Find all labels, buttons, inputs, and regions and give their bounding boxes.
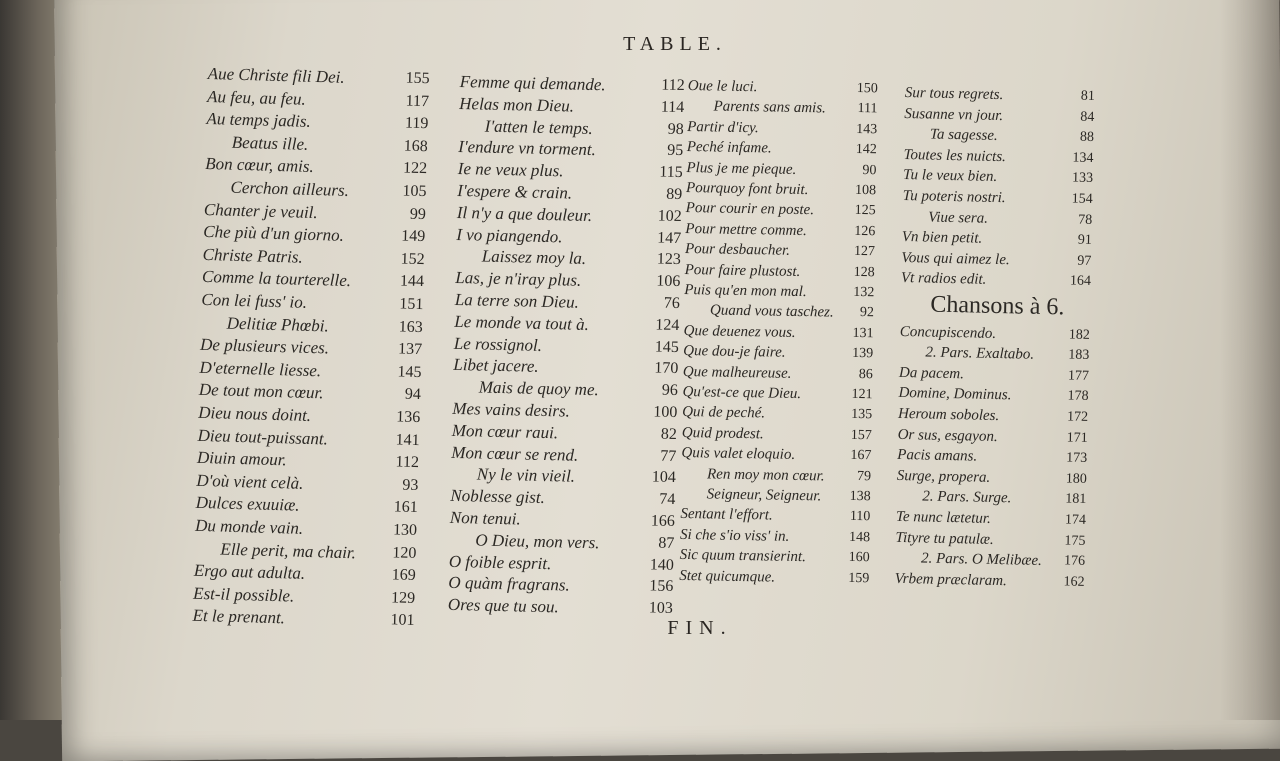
entry-page-number: 81	[1080, 88, 1095, 104]
entry-page-number: 94	[404, 386, 422, 404]
entry-title: Da pacem.	[898, 364, 965, 383]
entry-title: Domine, Dominus.	[898, 385, 1012, 404]
entry-page-number: 145	[397, 363, 422, 381]
entry-page-number: 99	[409, 205, 427, 223]
entry-title: Qui de peché.	[682, 404, 766, 422]
index-column-2	[447, 72, 685, 618]
entry-page-number: 135	[851, 407, 873, 423]
entry-page-number: 78	[1078, 212, 1093, 228]
entry-page-number: 142	[855, 142, 877, 158]
entry-title: Dieu tout-puissant.	[197, 425, 329, 449]
entry-title: Seigneur, Seigneur.	[706, 486, 822, 505]
entry-title: Tu poteris nostri.	[902, 187, 1006, 207]
entry-title: Quis valet eloquio.	[681, 445, 796, 464]
entry-page-number: 130	[392, 521, 418, 540]
entry-page-number: 104	[651, 468, 677, 487]
entry-title: Qu'est-ce que Dieu.	[682, 383, 802, 403]
entry-title: Bon cœur, amis.	[204, 154, 315, 177]
section-heading-text: Chansons à 6.	[930, 291, 1065, 321]
entry-title: Pour desbaucher.	[684, 241, 791, 259]
entry-title: Et le prenant.	[192, 606, 286, 628]
entry-title: Parents sans amis.	[713, 98, 826, 117]
section-heading	[900, 291, 1090, 325]
entry-title: 2. Pars. Surge.	[922, 488, 1012, 507]
entry-page-number: 112	[661, 76, 685, 95]
entry-page-number: 170	[654, 359, 679, 378]
entry-page-number: 120	[392, 543, 417, 562]
entry-page-number: 138	[849, 488, 871, 505]
entry-page-number: 114	[660, 98, 685, 116]
entry-title: Mes vains desirs.	[452, 398, 571, 421]
entry-page-number: 166	[650, 512, 676, 530]
entry-title: Dulces exuuiæ.	[195, 493, 300, 516]
entry-page-number: 139	[852, 346, 874, 362]
entry-title: Sur tous regrets.	[904, 85, 1004, 104]
entry-page-number: 167	[850, 448, 872, 464]
entry-page-number: 128	[853, 264, 875, 280]
entry-page-number: 117	[405, 92, 430, 110]
entry-page-number: 82	[660, 425, 678, 443]
entry-page-number: 79	[856, 468, 872, 484]
entry-page-number: 161	[393, 498, 418, 517]
entry-page-number: 174	[1064, 512, 1087, 528]
entry-page-number: 141	[395, 430, 420, 449]
entry-page-number: 132	[853, 284, 875, 301]
entry-page-number: 134	[1072, 150, 1094, 166]
entry-title: Vous qui aimez le.	[901, 249, 1010, 269]
entry-page-number: 178	[1067, 388, 1089, 405]
entry-title: De plusieurs vices.	[199, 335, 330, 358]
entry-title: Sentant l'effort.	[680, 506, 773, 524]
entry-title: Che più d'un giorno.	[203, 222, 345, 246]
entry-title: I'espere & crain.	[457, 180, 573, 203]
entry-title: Non tenui.	[449, 507, 521, 529]
entry-page-number: 168	[403, 137, 429, 155]
entry-title: Que deuenez vous.	[683, 322, 796, 341]
entry-page-number: 100	[653, 403, 678, 422]
entry-title: Dieu nous doint.	[198, 402, 312, 426]
entry-title: Ergo aut adulta.	[193, 560, 306, 584]
entry-page-number: 125	[854, 203, 876, 219]
entry-title: Puis qu'en mon mal.	[684, 281, 807, 301]
entry-title: Toutes les nuicts.	[903, 146, 1007, 165]
entry-title: D'eternelle liesse.	[199, 357, 322, 381]
entry-title: De tout mon cœur.	[198, 380, 324, 403]
entry-page-number: 155	[405, 69, 430, 88]
entry-title: I vo piangendo.	[456, 224, 563, 246]
entry-page-number: 175	[1064, 533, 1086, 549]
entry-title: Que dou-je faire.	[683, 343, 786, 361]
entry-title: Concupiscendo.	[899, 323, 997, 342]
entry-page-number: 126	[854, 223, 876, 240]
entry-title: Le rossignol.	[453, 333, 543, 355]
entry-title: Ores que tu sou.	[447, 595, 559, 617]
entry-title: Mon cœur se rend.	[451, 442, 579, 465]
entry-title: Con lei fuss' io.	[201, 289, 308, 312]
entry-page-number: 101	[390, 611, 415, 630]
entry-page-number: 76	[663, 294, 680, 313]
entry-title: Comme la tourterelle.	[201, 267, 352, 291]
entry-page-number: 145	[654, 338, 680, 356]
entry-page-number: 86	[858, 366, 873, 382]
entry-title: Est-il possible.	[192, 583, 295, 606]
entry-title: Sic quum transierint.	[679, 547, 807, 566]
entry-page-number: 97	[1077, 253, 1092, 269]
entry-title: Elle perit, ma chair.	[220, 539, 357, 562]
entry-title: Vn bien petit.	[901, 229, 983, 247]
entry-title: Pacis amans.	[897, 447, 978, 465]
entry-page-number: 171	[1066, 430, 1088, 446]
entry-title: Cerchon ailleurs.	[230, 177, 350, 200]
entry-page-number: 106	[656, 272, 681, 291]
entry-title: Mais de quoy me.	[478, 377, 599, 400]
entry-page-number: 90	[862, 162, 877, 178]
entry-page-number: 89	[666, 185, 683, 204]
entry-title: Pourquoy font bruit.	[685, 179, 809, 199]
entry-page-number: 180	[1065, 471, 1087, 487]
entry-page-number: 136	[395, 408, 421, 427]
entry-page-number: 91	[1077, 232, 1092, 249]
entry-page-number: 159	[848, 570, 870, 586]
entry-title: Laissez moy la.	[481, 246, 587, 269]
entry-title: D'où vient celà.	[196, 470, 304, 493]
entry-page-number: 173	[1066, 450, 1088, 467]
entry-title: Pour courir en poste.	[685, 200, 815, 219]
entry-page-number: 122	[402, 159, 428, 178]
entry-page-number: 144	[399, 272, 425, 291]
entry-page-number: 157	[850, 427, 872, 444]
entry-page-number: 87	[658, 534, 675, 552]
entry-page-number: 177	[1067, 368, 1090, 384]
entry-title: Beatus ille.	[231, 132, 309, 154]
entry-page-number: 108	[854, 182, 877, 199]
entry-page-number: 140	[649, 556, 675, 574]
entry-title: Quand vous taschez.	[709, 302, 834, 321]
entry-title: Susanne vn jour.	[904, 105, 1004, 124]
entry-page-number: 182	[1068, 327, 1090, 343]
entry-page-number: 169	[391, 566, 417, 585]
entry-title: Partir d'icy.	[687, 118, 759, 137]
entry-page-number: 181	[1065, 491, 1087, 508]
entry-page-number: 95	[667, 142, 684, 160]
entry-page-number: 176	[1063, 553, 1086, 570]
entry-title: Que malheureuse.	[682, 363, 792, 382]
entry-page-number: 102	[657, 207, 682, 225]
entry-page-number: 152	[400, 250, 425, 268]
entry-page-number: 147	[657, 229, 682, 247]
entry-title: Oue le luci.	[687, 78, 758, 96]
entry-page-number: 119	[404, 114, 429, 133]
entry-page-number: 84	[1080, 109, 1095, 125]
entry-page-number: 129	[390, 589, 416, 607]
entry-title: Au feu, au feu.	[206, 86, 307, 109]
entry-page-number: 92	[859, 305, 875, 321]
entry-title: Tityre tu patulæ.	[895, 529, 994, 548]
entry-page-number: 131	[852, 325, 874, 342]
entry-title: Christe Patris.	[202, 244, 304, 267]
entry-page-number: 149	[401, 227, 426, 246]
page-title: TABLE.	[623, 33, 727, 55]
entry-page-number: 151	[399, 295, 424, 314]
entry-page-number: 115	[659, 163, 683, 182]
entry-title: Stet quicumque.	[679, 567, 776, 586]
entry-page-number: 110	[849, 509, 871, 525]
entry-title: O foible esprit.	[448, 551, 552, 573]
index-column-1	[192, 64, 430, 630]
entry-page-number: 93	[402, 476, 419, 494]
entry-page-number: 112	[395, 453, 420, 472]
entry-page-number: 121	[851, 386, 873, 403]
entry-title: Diuin amour.	[196, 448, 287, 470]
entry-page-number: 74	[659, 490, 676, 509]
entry-page-number: 133	[1071, 170, 1094, 187]
entry-page-number: 172	[1066, 409, 1089, 425]
entry-page-number: 111	[857, 101, 878, 117]
entry-title: 2. Pars. Exaltabo.	[925, 344, 1035, 363]
entry-page-number: 162	[1063, 574, 1085, 590]
entry-title: Ta sagesse.	[929, 126, 998, 145]
entry-title: Aue Christe fili Dei.	[207, 64, 345, 87]
index-entry	[679, 568, 869, 595]
entry-page-number: 96	[661, 381, 679, 400]
entry-title: Ren moy mon cœur.	[706, 465, 825, 485]
entry-title: I'endure vn torment.	[458, 137, 597, 160]
entry-title: Noblesse gist.	[450, 486, 546, 508]
entry-title: Vrbem præclaram.	[894, 570, 1008, 590]
page-footer-fin: FIN.	[667, 617, 733, 639]
entry-page-number: 143	[856, 121, 878, 138]
entry-title: Femme qui demande.	[459, 72, 606, 95]
entry-title: Or sus, esgayon.	[897, 426, 998, 445]
entry-title: O Dieu, mon vers.	[475, 530, 600, 553]
entry-title: O quàm fragrans.	[448, 573, 570, 596]
entry-title: Quid prodest.	[681, 424, 764, 443]
index-column-3	[679, 78, 878, 586]
index-entry	[894, 571, 1084, 599]
entry-page-number: 98	[667, 120, 684, 138]
entry-title: Peché infame.	[686, 139, 772, 157]
entry-title: Chanter je veuil.	[203, 199, 318, 222]
entry-page-number: 154	[1071, 191, 1093, 207]
entry-title: Pour faire plustost.	[684, 261, 801, 280]
entry-title: Heroum soboles.	[897, 405, 1000, 425]
entry-title: Te nunc lætetur.	[895, 508, 991, 527]
entry-page-number: 127	[853, 244, 876, 260]
entry-title: Helas mon Dieu.	[459, 93, 575, 116]
entry-title: Delitiæ Phœbi.	[226, 313, 330, 336]
entry-page-number: 124	[655, 316, 680, 334]
entry-title: Du monde vain.	[194, 515, 304, 538]
entry-page-number: 123	[656, 250, 681, 269]
entry-title: Ie ne veux plus.	[457, 159, 564, 181]
entry-title: Il n'y a que douleur.	[456, 202, 593, 225]
entry-page-number: 156	[649, 577, 674, 596]
entry-title: Tu le veux bien.	[902, 167, 998, 186]
index-column-4	[894, 85, 1095, 590]
entry-title: Le monde va tout à.	[454, 311, 590, 334]
entry-title: 2. Pars. O Melibæe.	[920, 550, 1043, 570]
entry-title: Viue sera.	[928, 209, 989, 227]
entry-page-number: 77	[660, 447, 677, 465]
entry-title: Mon cœur raui.	[451, 420, 559, 443]
entry-title: La terre son Dieu.	[454, 289, 580, 312]
entry-title: I'atten le temps.	[484, 116, 593, 138]
entry-title: Pour mettre comme.	[685, 220, 807, 239]
entry-page-number: 103	[648, 599, 674, 618]
entry-title: Las, je n'iray plus.	[455, 268, 582, 290]
entry-title: Plus je me pieque.	[686, 159, 797, 178]
entry-page-number: 148	[848, 529, 871, 546]
entry-page-number: 137	[397, 340, 423, 359]
index-entry	[192, 606, 415, 636]
entry-page-number: 163	[398, 318, 423, 336]
entry-page-number: 160	[848, 550, 870, 566]
entry-title: Libet jacere.	[453, 355, 539, 377]
entry-title: Surge, propera.	[896, 467, 991, 486]
entry-title: Au temps jadis.	[206, 109, 312, 132]
entry-page-number: 88	[1079, 129, 1095, 146]
entry-page-number: 183	[1068, 347, 1090, 364]
entry-title: Vt radios edit.	[900, 270, 987, 289]
entry-title: Ny le vin vieil.	[476, 464, 576, 487]
entry-page-number: 105	[402, 182, 427, 201]
entry-title: Si che s'io viss' in.	[679, 526, 790, 545]
entry-page-number: 150	[856, 80, 878, 97]
entry-page-number: 164	[1069, 273, 1092, 290]
